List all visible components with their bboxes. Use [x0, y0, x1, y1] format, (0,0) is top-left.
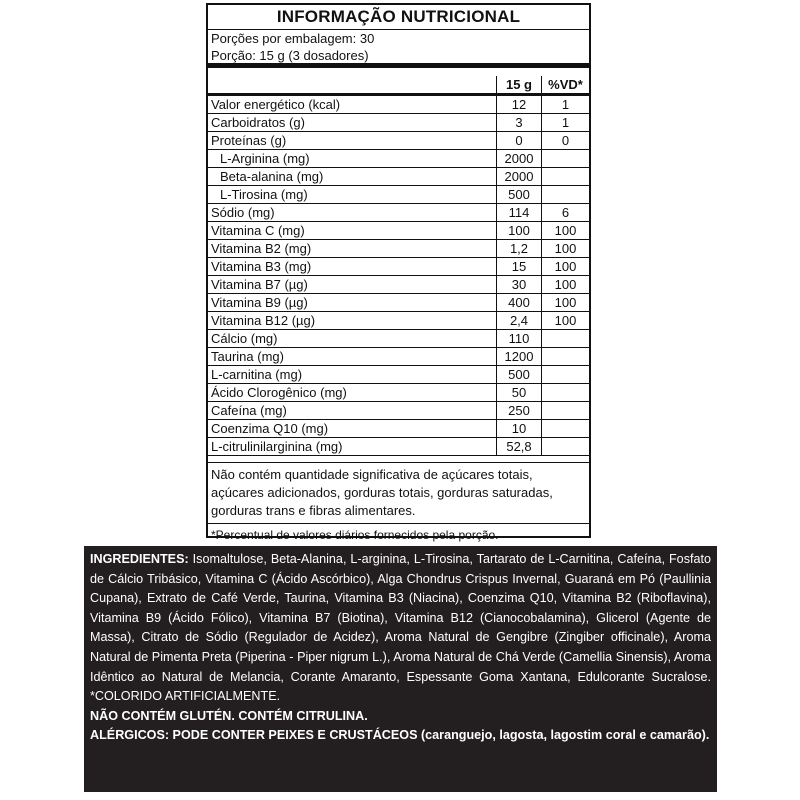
nutrient-row [208, 438, 589, 456]
nutrient-daily-value [542, 438, 590, 456]
spacer [208, 68, 589, 76]
nutrient-amount: 12 [497, 95, 542, 114]
nutrient-label: Ácido Clorogênico (mg) [208, 384, 497, 402]
nutrient-amount: 2,4 [497, 312, 542, 330]
ingredients-paragraph [90, 550, 711, 707]
nutrient-row [208, 132, 589, 150]
nutrient-amount: 400 [497, 294, 542, 312]
nutrient-label: Vitamina B2 (mg) [208, 240, 497, 258]
nutrient-label: Vitamina B7 (µg) [208, 276, 497, 294]
daily-value-footnote: *Percentual de valores diários fornecidos pela porção. [208, 523, 589, 547]
nutrient-row [208, 294, 589, 312]
nutrition-title: INFORMAÇÃO NUTRICIONAL [208, 5, 589, 30]
nutrient-label: Vitamina B12 (µg) [208, 312, 497, 330]
nutrient-daily-value: 1 [542, 114, 590, 132]
nutrient-daily-value [542, 330, 590, 348]
nutrient-label: Coenzima Q10 (mg) [208, 420, 497, 438]
nutrient-daily-value: 6 [542, 204, 590, 222]
ingredients-heading: INGREDIENTES: [90, 552, 189, 566]
nutrient-amount: 1,2 [497, 240, 542, 258]
nutrient-amount: 100 [497, 222, 542, 240]
nutrient-label: L-Arginina (mg) [208, 150, 497, 168]
nutrient-daily-value [542, 150, 590, 168]
nutrient-header-row [208, 76, 589, 95]
nutrient-amount: 500 [497, 366, 542, 384]
gluten-statement: NÃO CONTÉM GLUTÉN. CONTÉM CITRULINA. [90, 708, 368, 723]
nutrient-daily-value [542, 420, 590, 438]
servings-per-package: Porções por embalagem: 30 [211, 31, 375, 46]
column-header-amount: 15 g [497, 76, 542, 95]
nutrient-amount: 500 [497, 186, 542, 204]
nutrient-daily-value: 100 [542, 312, 590, 330]
nutrient-label: L-citrulinilarginina (mg) [208, 438, 497, 456]
nutrient-amount: 50 [497, 384, 542, 402]
nutrition-facts-table [206, 3, 591, 542]
nutrient-amount: 2000 [497, 168, 542, 186]
nutrient-row [208, 366, 589, 384]
nutrient-table [208, 76, 589, 456]
nutrient-row [208, 276, 589, 294]
nutrient-label: Taurina (mg) [208, 348, 497, 366]
column-header-daily-value: %VD* [542, 76, 590, 95]
nutrient-daily-value [542, 168, 590, 186]
nutrient-label: Vitamina B9 (µg) [208, 294, 497, 312]
nutrient-label: Cafeína (mg) [208, 402, 497, 420]
nutrient-label: L-Tirosina (mg) [208, 186, 497, 204]
nutrient-daily-value: 100 [542, 276, 590, 294]
nutrient-label: Vitamina C (mg) [208, 222, 497, 240]
nutrient-daily-value: 1 [542, 95, 590, 114]
nutrient-row [208, 204, 589, 222]
nutrient-daily-value [542, 366, 590, 384]
allergens-heading: ALÉRGICOS: [90, 728, 170, 743]
nutrient-daily-value [542, 384, 590, 402]
nutrient-amount: 114 [497, 204, 542, 222]
nutrient-row [208, 168, 589, 186]
nutrient-daily-value: 100 [542, 240, 590, 258]
nutrition-note: Não contém quantidade significativa de açúcares totais, açúcares adicionados, gorduras totais, gorduras saturadas, gorduras trans e fibras alimentares. [208, 462, 589, 523]
nutrient-amount: 10 [497, 420, 542, 438]
nutrient-row [208, 348, 589, 366]
nutrient-amount: 3 [497, 114, 542, 132]
nutrient-label: Valor energético (kcal) [208, 95, 497, 114]
allergens-paragraph [90, 726, 711, 746]
nutrient-label: Proteínas (g) [208, 132, 497, 150]
nutrient-row [208, 402, 589, 420]
nutrient-amount: 1200 [497, 348, 542, 366]
nutrient-row [208, 240, 589, 258]
nutrient-label: Beta-alanina (mg) [208, 168, 497, 186]
nutrient-amount: 110 [497, 330, 542, 348]
allergens-text: PODE CONTER PEIXES E CRUSTÁCEOS (caranguejo, lagosta, lagostim coral e camarão). [169, 728, 710, 743]
nutrient-row [208, 114, 589, 132]
nutrient-row [208, 150, 589, 168]
nutrient-row [208, 186, 589, 204]
nutrient-label: L-carnitina (mg) [208, 366, 497, 384]
ingredients-text: Isomaltulose, Beta-Alanina, L-arginina, L-Tirosina, Tartarato de L-Carnitina, Cafeína, Fosfato de Cálcio Tribásico, Vitamina C (Ácido Ascórbico), Alga Chondrus Crispus Invernal, Guaraná em Pó (Paullinia Cupana), Extrato de Café Verde, Taurina, Vitamina B3 (Niacina), Coenzima Q10, Vitamina B2 (Riboflavina), Vitamina B9 (Ácido Fólico), Vitamina B7 (Biotina), Vitamina B12 (Cianocobalamina), Glicerol (Agente de Massa), Citrato de Sódio (Regulador de Acidez), Aroma Natural de Gengibre (Zingiber officinale), Aroma Natural de Pimenta Preta (Piperina - Piper nigrum L.), Aroma Natural de Chá Verde (Camellia Sinensis), Aroma Idêntico ao Natural de Melancia, Corante Amaranto, Espessante Goma Xantana, Edulcorante Sucralose. *COLORIDO ARTIFICIALMENTE. [90, 552, 711, 704]
nutrient-row [208, 258, 589, 276]
nutrient-row [208, 420, 589, 438]
serving-size: Porção: 15 g (3 dosadores) [208, 47, 589, 68]
nutrient-daily-value [542, 348, 590, 366]
nutrient-row [208, 312, 589, 330]
nutrient-daily-value: 100 [542, 222, 590, 240]
nutrient-amount: 15 [497, 258, 542, 276]
nutrient-daily-value [542, 186, 590, 204]
nutrient-amount: 2000 [497, 150, 542, 168]
ingredients-panel [84, 546, 717, 792]
nutrient-row [208, 384, 589, 402]
header-blank-cell [208, 76, 497, 95]
nutrient-row [208, 330, 589, 348]
nutrient-daily-value: 0 [542, 132, 590, 150]
nutrient-daily-value [542, 402, 590, 420]
nutrient-label: Sódio (mg) [208, 204, 497, 222]
nutrient-amount: 52,8 [497, 438, 542, 456]
nutrient-label: Vitamina B3 (mg) [208, 258, 497, 276]
nutrient-amount: 250 [497, 402, 542, 420]
nutrient-amount: 0 [497, 132, 542, 150]
nutrient-daily-value: 100 [542, 258, 590, 276]
nutrient-amount: 30 [497, 276, 542, 294]
nutrient-label: Carboidratos (g) [208, 114, 497, 132]
nutrient-label: Cálcio (mg) [208, 330, 497, 348]
nutrient-row [208, 222, 589, 240]
nutrient-daily-value: 100 [542, 294, 590, 312]
nutrient-row [208, 95, 589, 114]
